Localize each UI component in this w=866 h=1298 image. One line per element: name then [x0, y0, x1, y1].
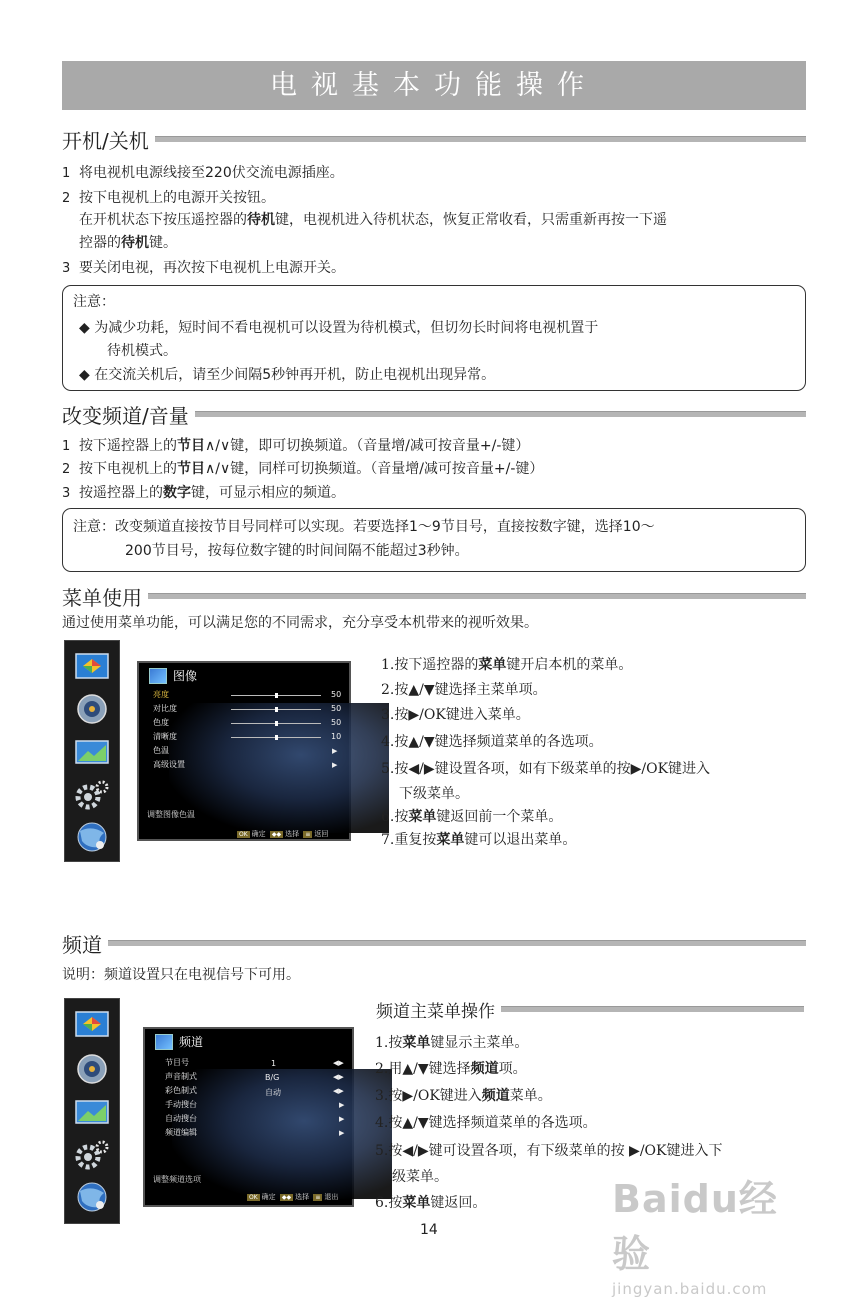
menu-key-icon: ≡	[305, 831, 311, 838]
note-box	[62, 508, 806, 572]
note-box	[62, 285, 806, 391]
step-item-cont: 级菜单。	[392, 1169, 448, 1185]
step-item: 1.按下遥控器的菜单键开启本机的菜单。	[381, 657, 633, 673]
note-line: 待机模式。	[107, 343, 177, 359]
list-item: 2 按下电视机上的电源开关按钮。	[62, 190, 275, 206]
channel-menu-icon	[74, 737, 110, 769]
submenu-arrow-icon: ▶	[339, 1129, 345, 1137]
sound-menu-icon	[74, 1053, 110, 1085]
note-line: ◆ 为减少功耗，短时间不看电视机可以设置为待机模式，但切勿长时间将电视机置于	[79, 320, 599, 336]
subsection-heading	[376, 997, 804, 1021]
osd-hint: 调整图像色温	[147, 810, 195, 819]
step-item: 4.按▲/▼键选择频道菜单的各选项。	[381, 734, 603, 750]
network-menu-icon	[74, 1181, 110, 1213]
nav-key-icon: ◆◆	[281, 1194, 292, 1201]
divider	[195, 411, 806, 417]
color-system-value: 自动	[265, 1088, 281, 1097]
menu-icon-column	[64, 640, 120, 862]
color-slider[interactable]	[231, 723, 321, 724]
intro-text: 说明：频道设置只在电视信号下可用。	[62, 967, 300, 983]
page-title: 电视基本功能操作	[62, 61, 806, 110]
settings-menu-icon	[74, 779, 110, 811]
left-right-arrow-icon[interactable]: ◀▶	[333, 1087, 344, 1095]
brightness-value: 50	[331, 690, 342, 699]
submenu-arrow-icon: ▶	[332, 747, 338, 755]
list-item: 3 要关闭电视，再次按下电视机上电源开关。	[62, 260, 345, 276]
osd-title: 频道	[179, 1035, 204, 1049]
menu-key-icon: ≡	[315, 1194, 321, 1201]
osd-row-sound-system[interactable]: 声音制式	[165, 1072, 197, 1081]
step-item: 3.按▶/OK键进入频道菜单。	[375, 1088, 552, 1104]
osd-row-manual-search[interactable]: 手动搜台	[165, 1100, 197, 1109]
sound-menu-icon	[74, 693, 110, 725]
submenu-arrow-icon: ▶	[339, 1101, 345, 1109]
divider	[148, 593, 806, 599]
step-item: 7.重复按菜单键可以退出菜单。	[381, 832, 577, 848]
osd-header	[155, 1033, 203, 1050]
ok-key-icon: OK	[239, 831, 248, 838]
section-heading-menu	[62, 584, 806, 608]
step-item: 2.按▲/▼键选择主菜单项。	[381, 682, 547, 698]
sharpness-slider[interactable]	[231, 737, 321, 738]
osd-row-program-no[interactable]: 节目号	[165, 1058, 189, 1067]
page-number: 14	[420, 1222, 438, 1238]
intro-text: 通过使用菜单功能，可以满足您的不同需求，充分享受本机带来的视听效果。	[62, 615, 538, 631]
submenu-arrow-icon: ▶	[339, 1115, 345, 1123]
step-item: 4.按▲/▼键选择频道菜单的各选项。	[375, 1115, 597, 1131]
channel-menu-icon	[74, 1097, 110, 1129]
divider	[155, 136, 806, 142]
color-value: 50	[331, 718, 342, 727]
subsection-title: 频道主菜单操作	[376, 1001, 495, 1022]
watermark-brand: Baidu经验	[612, 1177, 778, 1276]
step-item: 1.按菜单键显示主菜单。	[375, 1035, 529, 1051]
step-item: 6.按菜单键返回前一个菜单。	[381, 809, 563, 825]
step-item-cont: 下级菜单。	[399, 786, 469, 802]
brightness-slider[interactable]	[231, 695, 321, 696]
note-line: 注意：改变频道直接按节目号同样可以实现。若要选择1～9节目号，直接按数字键，选择10～	[73, 519, 655, 535]
section-heading-power	[62, 127, 806, 151]
step-item: 2.用▲/▼键选择频道项。	[375, 1061, 527, 1077]
osd-row-channel-edit[interactable]: 频道编辑	[165, 1128, 197, 1137]
program-no-value: 1	[271, 1059, 277, 1068]
contrast-slider[interactable]	[231, 709, 321, 710]
osd-picture-menu	[137, 661, 351, 841]
slider-knob[interactable]	[275, 735, 278, 740]
section-title: 改变频道/音量	[62, 403, 189, 428]
osd-title: 图像	[173, 669, 198, 683]
sharpness-value: 10	[331, 732, 342, 741]
baidu-watermark	[612, 1168, 812, 1298]
list-item: 1 按下遥控器上的节目∧/∨键，即可切换频道。（音量增/减可按音量+/-键）	[62, 438, 530, 454]
contrast-value: 50	[331, 704, 342, 713]
osd-channel-menu	[143, 1027, 354, 1207]
osd-row-color-system[interactable]: 彩色制式	[165, 1086, 197, 1095]
step-item: 3.按▶/OK键进入菜单。	[381, 707, 530, 723]
list-item-cont: 控器的待机键。	[79, 235, 177, 251]
note-line: 200节目号，按每位数字键的时间间隔不能超过3秒钟。	[125, 543, 469, 559]
slider-knob[interactable]	[275, 707, 278, 712]
picture-icon	[149, 668, 167, 684]
list-item: 3 按遥控器上的数字键，可显示相应的频道。	[62, 485, 345, 501]
osd-background-glow	[172, 1069, 392, 1199]
section-title: 频道	[62, 932, 102, 957]
osd-header	[149, 667, 197, 684]
section-heading-channel-volume	[62, 402, 806, 426]
osd-row-contrast[interactable]: 对比度	[153, 704, 177, 713]
note-label: 注意：	[73, 294, 115, 310]
list-item: 2 按下电视机上的节目∧/∨键，同样可切换频道。（音量增/减可按音量+/-键）	[62, 461, 544, 477]
note-line: ◆ 在交流关机后，请至少间隔5秒钟再开机，防止电视机出现异常。	[79, 367, 496, 383]
nav-key-icon: ◆◆	[271, 831, 282, 838]
slider-knob[interactable]	[275, 693, 278, 698]
picture-menu-icon	[74, 1009, 110, 1041]
submenu-arrow-icon: ▶	[332, 761, 338, 769]
divider	[501, 1006, 804, 1012]
ok-key-icon: OK	[249, 1194, 258, 1201]
section-heading-channel	[62, 931, 806, 955]
step-item: 6.按菜单键返回。	[375, 1195, 487, 1211]
menu-icon-column	[64, 998, 120, 1224]
sound-system-value: B/G	[265, 1073, 280, 1082]
divider	[108, 940, 806, 946]
osd-row-brightness[interactable]: 亮度	[153, 690, 169, 699]
osd-row-color[interactable]: 色度	[153, 718, 169, 727]
section-title: 开机/关机	[62, 128, 149, 153]
osd-footer: OK 确定 ◆◆ 选择 ≡ 退出	[249, 1193, 339, 1201]
network-menu-icon	[74, 821, 110, 853]
watermark-url: jingyan.baidu.com	[612, 1280, 768, 1298]
osd-footer: OK 确定 ◆◆ 选择 ≡ 返回	[239, 830, 329, 838]
list-item-cont: 在开机状态下按压遥控器的待机键，电视机进入待机状态，恢复正常收看，只需重新再按一下遥	[79, 212, 667, 228]
step-item: 5.按◀/▶键设置各项，如有下级菜单的按▶/OK键进入	[381, 761, 711, 777]
slider-knob[interactable]	[275, 721, 278, 726]
osd-row-sharpness[interactable]: 清晰度	[153, 732, 177, 741]
left-right-arrow-icon[interactable]: ◀▶	[333, 1073, 344, 1081]
section-title: 菜单使用	[62, 585, 142, 610]
list-item: 1 将电视机电源线接至220伏交流电源插座。	[62, 165, 344, 181]
channel-icon	[155, 1034, 173, 1050]
osd-hint: 调整频道选项	[153, 1175, 201, 1184]
step-item: 5.按◀/▶键可设置各项，有下级菜单的按 ▶/OK键进入下	[375, 1143, 723, 1159]
settings-menu-icon	[74, 1139, 110, 1171]
picture-menu-icon	[74, 651, 110, 683]
osd-row-auto-search[interactable]: 自动搜台	[165, 1114, 197, 1123]
osd-row-advanced[interactable]: 高级设置	[153, 760, 185, 769]
osd-row-color-temp[interactable]: 色温	[153, 746, 169, 755]
left-right-arrow-icon[interactable]: ◀▶	[333, 1059, 344, 1067]
